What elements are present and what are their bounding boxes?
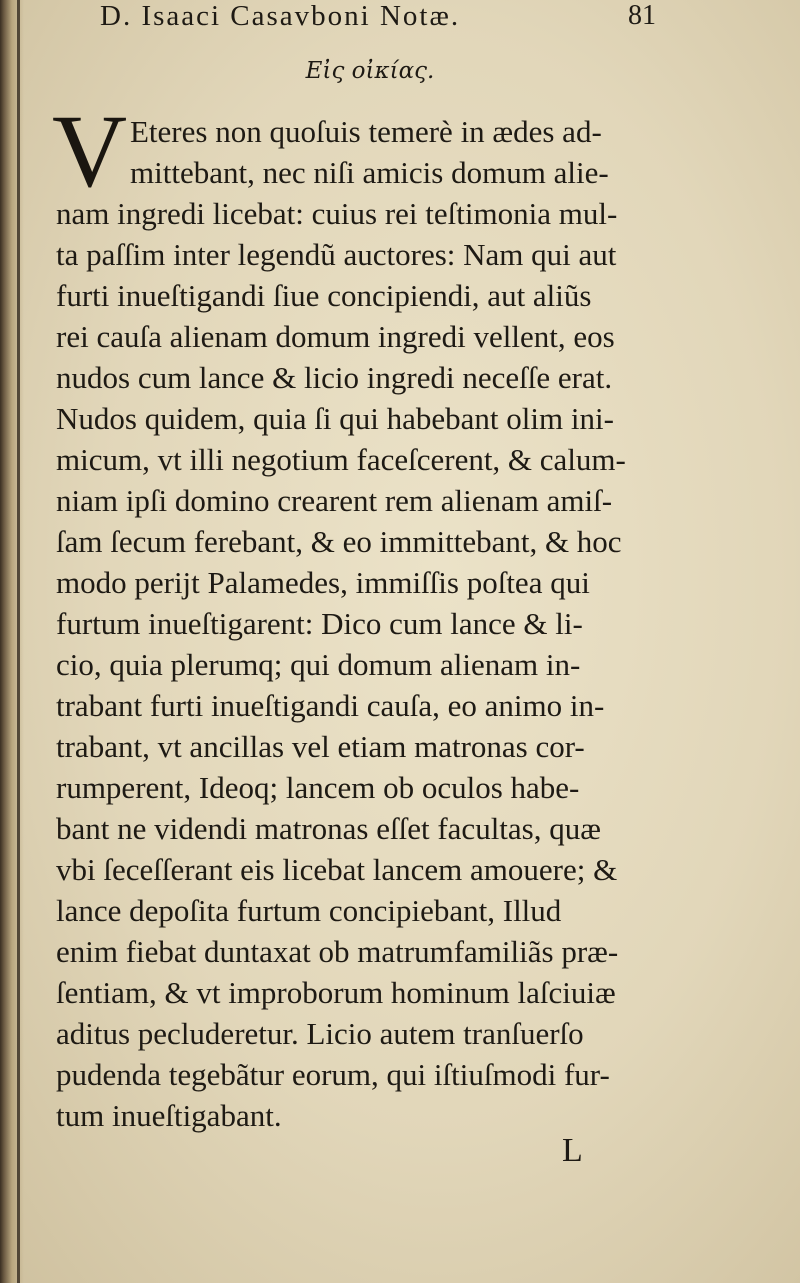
page-gutter	[0, 0, 24, 1283]
text-line: micum, vt illi negotium faceſcerent, & calum-	[56, 442, 626, 477]
folio-number: 81	[628, 0, 656, 31]
text-line: ſam ſecum ferebant, & eo immittebant, & hoc	[56, 524, 622, 559]
text-line: nam ingredi licebat: cuius rei teſtimonia mul-	[56, 196, 618, 231]
text-line: trabant furti inueſtigandi cauſa, eo animo in-	[56, 688, 605, 723]
text-line: tum inueſtigabant.	[56, 1098, 282, 1133]
section-heading: Εἰς οἰκίας.	[305, 58, 435, 84]
text-line: modo perijt Palamedes, immiſſis poſtea qui	[56, 565, 590, 600]
text-line: pudenda tegebãtur eorum, qui iſtiuſmodi fur-	[56, 1057, 610, 1092]
text-line: aditus pecluderetur. Licio autem tranſuerſo	[56, 1016, 584, 1051]
binding-edge	[17, 0, 20, 1283]
text-line: Nudos quidem, quia ſi qui habebant olim ini-	[56, 401, 614, 436]
text-line: vbi ſeceſſerant eis licebat lancem amouere; &	[56, 852, 618, 887]
text-line: furti inueſtigandi ſiue concipiendi, aut aliũs	[56, 278, 592, 313]
drop-cap: V	[52, 94, 128, 209]
text-line: mittebant, nec niſi amicis domum alie-	[130, 155, 609, 190]
text-line: rei cauſa alienam domum ingredi vellent, eos	[56, 319, 615, 354]
text-line: enim fiebat duntaxat ob matrumfamiliãs præ-	[56, 934, 619, 969]
text-line: lance depoſita furtum concipiebant, Illud	[56, 893, 562, 928]
running-head: D. Isaaci Casavboni Notæ.	[100, 0, 461, 32]
text-line: Eteres non quoſuis temerè in ædes ad-	[130, 114, 602, 149]
text-line: ta paſſim inter legendũ auctores: Nam qui aut	[56, 237, 617, 272]
catchword: L	[562, 1132, 583, 1169]
text-line: ſentiam, & vt improborum hominum laſciuiæ	[56, 975, 616, 1010]
text-line: furtum inueſtigarent: Dico cum lance & li-	[56, 606, 583, 641]
text-line: nudos cum lance & licio ingredi neceſſe erat.	[56, 360, 613, 395]
text-line: cio, quia plerumq; qui domum alienam in-	[56, 647, 581, 682]
text-line: rumperent, Ideoq; lancem ob oculos habe-	[56, 770, 580, 805]
text-line: trabant, vt ancillas vel etiam matronas cor-	[56, 729, 585, 764]
text-line: niam ipſi domino crearent rem alienam amiſ-	[56, 483, 613, 518]
text-line: bant ne videndi matronas eſſet facultas, quæ	[56, 811, 601, 846]
